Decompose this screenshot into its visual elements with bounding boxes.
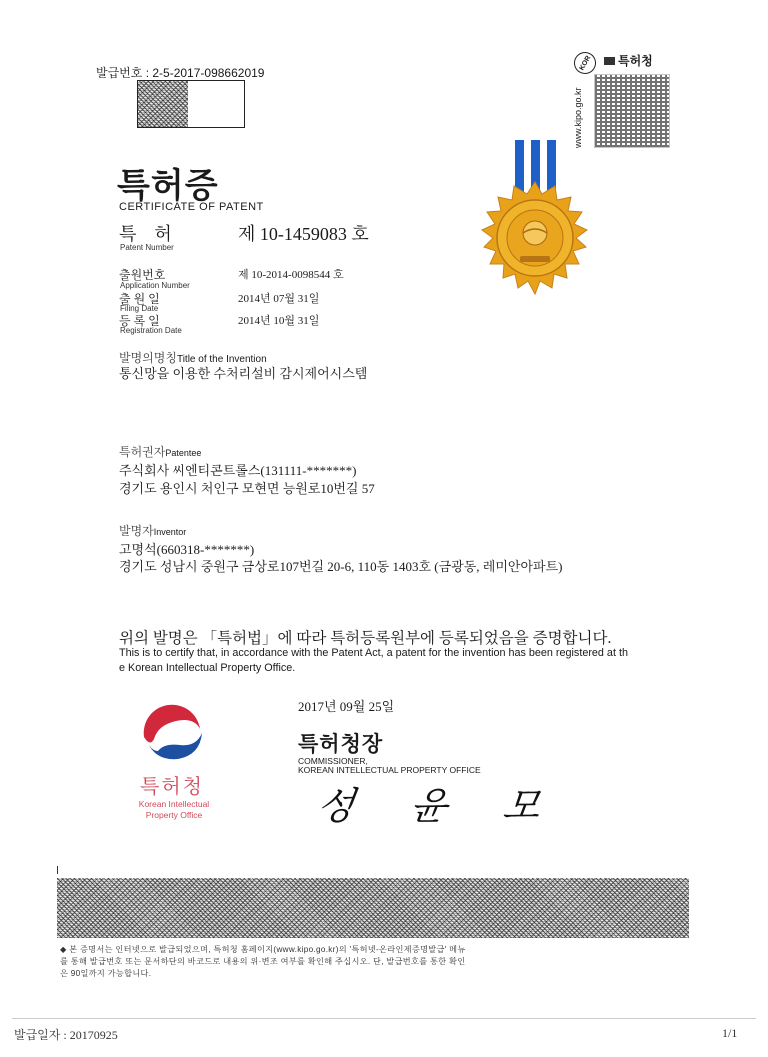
- application-label-en: Application Number: [120, 281, 190, 290]
- invention-label: 발명의명칭Title of the Invention: [119, 351, 267, 365]
- filing-label-en: Filing Date: [120, 304, 159, 313]
- patent-number: 제 10-1459083 호: [238, 224, 369, 244]
- barcode-tick: [57, 866, 58, 874]
- issue-number: 발급번호 : 2-5-2017-098662019: [96, 66, 265, 80]
- inventor-name: 고명석(660318-*******): [119, 542, 255, 557]
- patentee-address: 경기도 용인시 처인구 모현면 능원로10번길 57: [119, 481, 375, 496]
- kor-badge: KOR: [570, 48, 600, 78]
- certify-statement-ko: 위의 발명은 「특허법」에 따라 특허등록원부에 등록되었음을 증명합니다.: [119, 630, 612, 647]
- certify-statement-en-1: This is to certify that, in accordance with the Patent Act, a patent for the invention has been registered at th: [119, 647, 628, 659]
- kipo-url-vertical: www.kipo.go.kr: [573, 87, 583, 148]
- filing-date: 2014년 07월 31일: [238, 293, 320, 305]
- logo-name-en: Korean Intellectual Property Office: [138, 799, 210, 820]
- application-number: 제 10-2014-0098544 호: [238, 269, 344, 281]
- filing-label: 출 원 일: [119, 292, 160, 306]
- certificate-issue-date: 2017년 09월 25일: [298, 699, 395, 714]
- footer-divider: [12, 1018, 756, 1019]
- barcode-box: [137, 80, 245, 128]
- patentee-label: 특허권자Patentee: [119, 445, 202, 459]
- kipo-taeguk-logo-icon: [136, 703, 212, 765]
- registration-label-en: Registration Date: [120, 326, 182, 335]
- gold-medal-seal: [460, 130, 620, 340]
- certificate-subtitle: CERTIFICATE OF PATENT: [119, 201, 264, 213]
- commissioner-signature: 성 윤 모: [314, 784, 565, 828]
- medal-icon: [482, 182, 587, 294]
- logo-name-ko: 특허청: [140, 776, 204, 798]
- page-indicator: 1/1: [722, 1026, 738, 1040]
- registration-label: 등 록 일: [119, 314, 160, 328]
- inventor-label: 발명자Inventor: [119, 524, 187, 538]
- barcode-pattern: [138, 81, 188, 127]
- inventor-address: 경기도 성남시 중원구 금상로107번길 20-6, 110동 1403호 (금광동, 레미안아파트): [119, 559, 563, 574]
- commissioner-title-en: COMMISSIONER, KOREAN INTELLECTUAL PROPERTY OFFICE: [298, 756, 481, 775]
- certify-statement-en-2: e Korean Intellectual Property Office.: [119, 662, 296, 674]
- patentee-name: 주식회사 씨엔티콘트롤스(131111-*******): [119, 463, 357, 478]
- document-2d-barcode: [57, 878, 689, 938]
- kipo-logo-mini-icon: [604, 57, 615, 65]
- patent-label-en: Patent Number: [120, 243, 174, 252]
- patent-label: 특 허: [119, 224, 172, 244]
- certificate-title: 특허증: [117, 167, 219, 205]
- verification-notice: ◆ 본 증명서는 인터넷으로 발급되었으며, 특허청 홈페이지(www.kipo.go.kr)의 '특허넷-온라인제증명발급' 메뉴 를 통해 발급번호 또는 문서하단의 바코드로 내용의 위·변조 여부를 확인해 주십시오. 단, 발급번호를 통한 확인 은 90일까지 가능합니다.: [60, 945, 466, 978]
- registration-date: 2014년 10월 31일: [238, 315, 320, 327]
- commissioner-title: 특허청장: [298, 733, 384, 756]
- footer-issue-date: 발급일자 : 20170925: [14, 1028, 118, 1042]
- kipo-small-label: 특허청: [604, 52, 653, 69]
- invention-title: 통신망을 이용한 수처리설비 감시제어시스템: [119, 366, 368, 381]
- application-label: 출원번호: [119, 268, 166, 282]
